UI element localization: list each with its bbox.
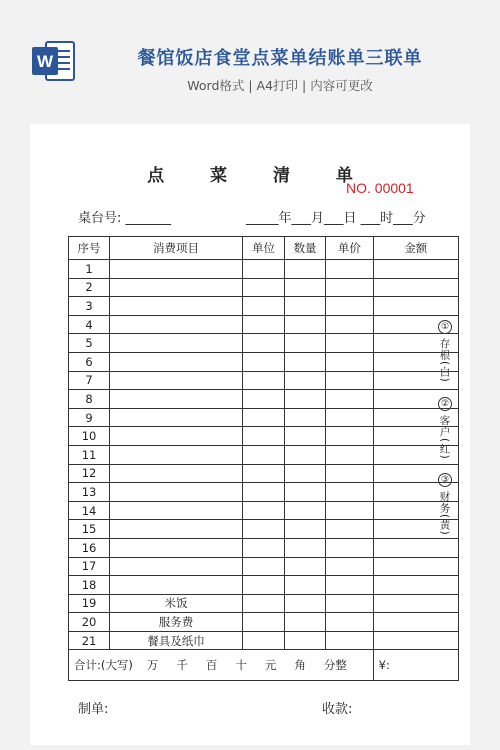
row-number-cell: 1 xyxy=(69,260,110,279)
unit-cell[interactable] xyxy=(242,464,284,483)
unit-cell[interactable] xyxy=(242,576,284,595)
quantity-cell[interactable] xyxy=(285,557,326,576)
total-amount-figure-cell[interactable] xyxy=(373,650,458,681)
maker-signature-field[interactable]: 制单: xyxy=(78,702,109,717)
table-row xyxy=(69,520,459,539)
unit-price-cell[interactable] xyxy=(326,631,374,650)
yen-label: ¥: xyxy=(378,658,390,673)
unit-cell[interactable] xyxy=(242,483,284,502)
unit-price-cell[interactable] xyxy=(326,501,374,520)
unit-price-cell[interactable] xyxy=(326,297,374,316)
total-unit: 元 xyxy=(264,658,277,673)
circled-number: ② xyxy=(438,397,452,411)
total-unit: 十 xyxy=(235,658,247,673)
row-number-cell: 12 xyxy=(69,464,110,483)
quantity-cell[interactable] xyxy=(285,260,326,279)
item-name-cell[interactable] xyxy=(110,371,243,390)
unit-cell[interactable] xyxy=(242,445,284,464)
table-row xyxy=(69,483,459,502)
column-header: 单位 xyxy=(242,237,284,260)
unit-price-cell[interactable] xyxy=(326,371,374,390)
quantity-cell[interactable] xyxy=(285,352,326,371)
table-row xyxy=(69,613,459,632)
header-banner xyxy=(0,0,500,110)
word-document-icon xyxy=(30,38,76,84)
quantity-cell[interactable] xyxy=(285,520,326,539)
quantity-cell[interactable] xyxy=(285,483,326,502)
item-name-cell[interactable] xyxy=(110,445,243,464)
circled-number: ③ xyxy=(438,473,452,487)
item-name-cell[interactable] xyxy=(110,520,243,539)
table-row xyxy=(69,334,459,353)
form-title: 点 菜 清 单 xyxy=(147,166,373,186)
quantity-cell[interactable] xyxy=(285,427,326,446)
quantity-cell[interactable] xyxy=(285,538,326,557)
copy-legend-item xyxy=(432,397,458,460)
total-unit: 百 xyxy=(205,658,218,673)
svg-text:W: W xyxy=(36,52,54,71)
document-title: 餐馆饭店食堂点菜单结账单三联单 xyxy=(137,48,423,69)
unit-price-cell[interactable] xyxy=(326,594,374,613)
quantity-cell[interactable] xyxy=(285,297,326,316)
row-number-cell: 6 xyxy=(69,352,110,371)
quantity-cell[interactable] xyxy=(285,613,326,632)
row-number-cell: 5 xyxy=(69,334,110,353)
unit-price-cell[interactable] xyxy=(326,538,374,557)
order-items-table xyxy=(68,236,459,681)
row-number-cell: 2 xyxy=(69,278,110,297)
item-name-cell[interactable] xyxy=(110,334,243,353)
unit-cell[interactable] xyxy=(242,278,284,297)
row-number-cell: 17 xyxy=(69,557,110,576)
unit-price-cell[interactable] xyxy=(326,315,374,334)
unit-price-cell[interactable] xyxy=(326,464,374,483)
row-number-cell: 19 xyxy=(69,594,110,613)
copy-legend-text: 存根(白) xyxy=(438,338,451,383)
quantity-cell[interactable] xyxy=(285,445,326,464)
unit-price-cell[interactable] xyxy=(326,427,374,446)
item-name-cell[interactable]: 服务费 xyxy=(110,613,243,632)
table-row xyxy=(69,464,459,483)
item-name-cell[interactable] xyxy=(110,557,243,576)
unit-price-cell[interactable] xyxy=(326,613,374,632)
amount-cell[interactable] xyxy=(373,576,458,595)
quantity-cell[interactable] xyxy=(285,278,326,297)
unit-price-cell[interactable] xyxy=(326,576,374,595)
column-header: 序号 xyxy=(69,237,110,260)
total-unit: 角 xyxy=(294,658,306,673)
unit-cell[interactable] xyxy=(242,427,284,446)
column-header: 消费项目 xyxy=(110,237,243,260)
table-row xyxy=(69,538,459,557)
row-number-cell: 18 xyxy=(69,576,110,595)
table-row xyxy=(69,408,459,427)
item-name-cell[interactable] xyxy=(110,501,243,520)
amount-cell[interactable] xyxy=(373,613,458,632)
amount-cell[interactable] xyxy=(373,557,458,576)
unit-cell[interactable] xyxy=(242,390,284,409)
item-name-cell[interactable] xyxy=(110,538,243,557)
total-label: 合计:(大写) xyxy=(74,658,133,673)
unit-price-cell[interactable] xyxy=(326,390,374,409)
quantity-cell[interactable] xyxy=(285,464,326,483)
column-header: 数量 xyxy=(285,237,326,260)
row-number-cell: 10 xyxy=(69,427,110,446)
copy-legend-text: 财务(黄) xyxy=(438,491,451,537)
quantity-cell[interactable] xyxy=(285,371,326,390)
row-number-cell: 9 xyxy=(69,408,110,427)
item-name-cell[interactable] xyxy=(110,576,243,595)
unit-price-cell[interactable] xyxy=(326,334,374,353)
unit-price-cell[interactable] xyxy=(326,557,374,576)
total-amount-words-cell[interactable] xyxy=(69,650,374,681)
row-number-cell: 21 xyxy=(69,631,110,650)
circled-number: ① xyxy=(438,320,452,334)
total-unit: 千 xyxy=(176,658,188,673)
document-subtitle: Word格式 | A4打印 | 内容可更改 xyxy=(187,78,373,93)
table-row xyxy=(69,576,459,595)
column-header: 金额 xyxy=(373,237,458,260)
table-row xyxy=(69,445,459,464)
row-number-cell: 16 xyxy=(69,538,110,557)
unit-price-cell[interactable] xyxy=(326,445,374,464)
table-header-row xyxy=(69,237,459,260)
row-number-cell: 15 xyxy=(69,520,110,539)
quantity-cell[interactable] xyxy=(285,408,326,427)
quantity-cell[interactable] xyxy=(285,594,326,613)
unit-price-cell[interactable] xyxy=(326,408,374,427)
unit-cell[interactable] xyxy=(242,408,284,427)
item-name-cell[interactable] xyxy=(110,390,243,409)
item-name-cell[interactable] xyxy=(110,260,243,279)
unit-cell[interactable] xyxy=(242,371,284,390)
item-name-cell[interactable] xyxy=(110,278,243,297)
quantity-cell[interactable] xyxy=(285,334,326,353)
copy-legend-item xyxy=(432,473,458,536)
amount-cell[interactable] xyxy=(373,297,458,316)
quantity-cell[interactable] xyxy=(285,390,326,409)
total-unit: 分整 xyxy=(323,658,347,673)
table-row xyxy=(69,315,459,334)
item-name-cell[interactable]: 米饭 xyxy=(110,594,243,613)
unit-cell[interactable] xyxy=(242,613,284,632)
total-row xyxy=(69,650,459,681)
item-name-cell[interactable]: 餐具及纸巾 xyxy=(110,631,243,650)
amount-cell[interactable] xyxy=(373,594,458,613)
table-row xyxy=(69,260,459,279)
copy-legend-text: 客户(红) xyxy=(438,414,451,460)
table-number-field[interactable]: 桌台号: _______ xyxy=(78,211,172,226)
date-time-field[interactable]: _____年___月___日 ___时___分 xyxy=(246,211,426,226)
unit-cell[interactable] xyxy=(242,520,284,539)
unit-cell[interactable] xyxy=(242,297,284,316)
item-name-cell[interactable] xyxy=(110,464,243,483)
unit-price-cell[interactable] xyxy=(326,483,374,502)
item-name-cell[interactable] xyxy=(110,483,243,502)
table-row xyxy=(69,371,459,390)
unit-price-cell[interactable] xyxy=(326,260,374,279)
row-number-cell: 3 xyxy=(69,297,110,316)
amount-cell[interactable] xyxy=(373,278,458,297)
copy-legend xyxy=(432,320,458,550)
unit-cell[interactable] xyxy=(242,315,284,334)
unit-cell[interactable] xyxy=(242,557,284,576)
unit-price-cell[interactable] xyxy=(326,352,374,371)
table-row xyxy=(69,297,459,316)
unit-cell[interactable] xyxy=(242,334,284,353)
item-name-cell[interactable] xyxy=(110,352,243,371)
row-number-cell: 7 xyxy=(69,371,110,390)
unit-cell[interactable] xyxy=(242,631,284,650)
quantity-cell[interactable] xyxy=(285,501,326,520)
quantity-cell[interactable] xyxy=(285,576,326,595)
unit-price-cell[interactable] xyxy=(326,520,374,539)
unit-price-cell[interactable] xyxy=(326,278,374,297)
total-unit: 万 xyxy=(146,658,159,673)
unit-cell[interactable] xyxy=(242,594,284,613)
column-header: 单价 xyxy=(326,237,374,260)
cashier-signature-field[interactable]: 收款: xyxy=(322,702,353,717)
unit-cell[interactable] xyxy=(242,501,284,520)
table-row xyxy=(69,390,459,409)
item-name-cell[interactable] xyxy=(110,297,243,316)
item-name-cell[interactable] xyxy=(110,315,243,334)
table-row xyxy=(69,427,459,446)
table-row xyxy=(69,278,459,297)
table-row xyxy=(69,352,459,371)
row-number-cell: 14 xyxy=(69,501,110,520)
order-form-sheet xyxy=(30,124,470,745)
quantity-cell[interactable] xyxy=(285,315,326,334)
item-name-cell[interactable] xyxy=(110,427,243,446)
table-row xyxy=(69,557,459,576)
table-row xyxy=(69,501,459,520)
row-number-cell: 11 xyxy=(69,445,110,464)
item-name-cell[interactable] xyxy=(110,408,243,427)
unit-cell[interactable] xyxy=(242,538,284,557)
unit-cell[interactable] xyxy=(242,352,284,371)
amount-cell[interactable] xyxy=(373,260,458,279)
table-row xyxy=(69,594,459,613)
row-number-cell: 4 xyxy=(69,315,110,334)
row-number-cell: 13 xyxy=(69,483,110,502)
form-serial-number: NO. 00001 xyxy=(346,180,414,196)
row-number-cell: 20 xyxy=(69,613,110,632)
amount-cell[interactable] xyxy=(373,631,458,650)
row-number-cell: 8 xyxy=(69,390,110,409)
table-row xyxy=(69,631,459,650)
unit-cell[interactable] xyxy=(242,260,284,279)
copy-legend-item xyxy=(432,320,458,383)
quantity-cell[interactable] xyxy=(285,631,326,650)
